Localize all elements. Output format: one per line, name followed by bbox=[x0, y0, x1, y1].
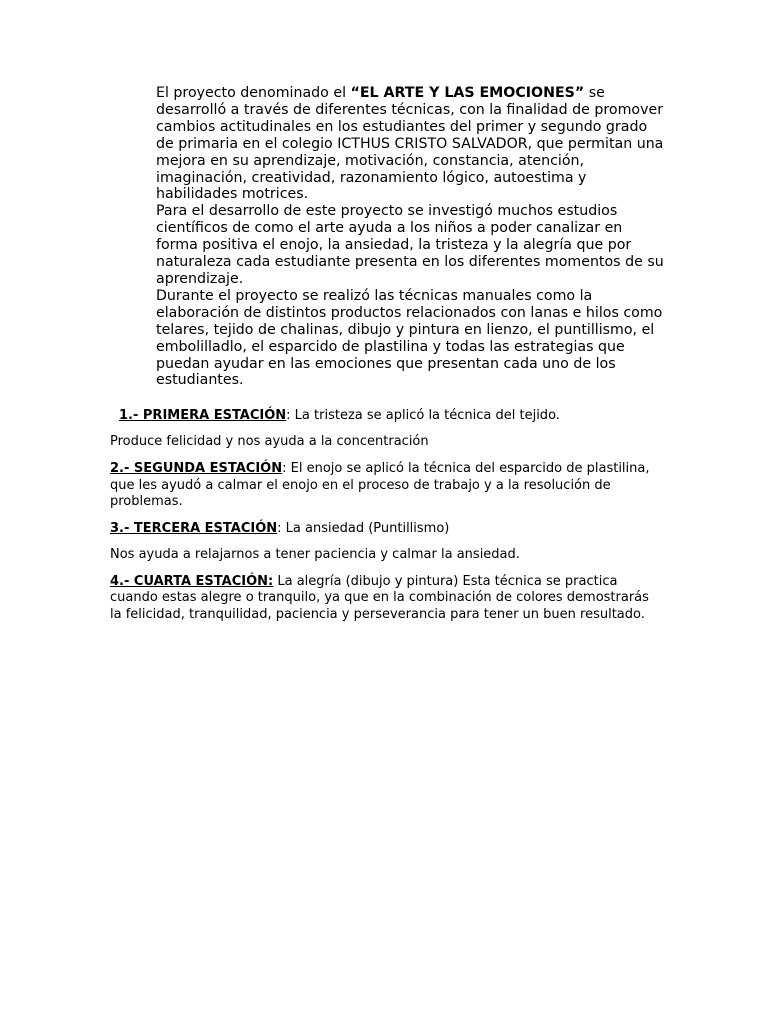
station-3-note: Nos ayuda a relajarnos a tener paciencia y calmar la ansiedad. bbox=[110, 547, 520, 563]
station-1-note: Produce felicidad y nos ayuda a la concentración bbox=[110, 434, 429, 450]
intro-paragraph-1 bbox=[156, 85, 666, 203]
station-3-text: : La ansiedad (Puntillismo) bbox=[277, 520, 450, 536]
station-4-text: La alegría (dibujo y pintura) Esta técnica se practica cuando estas alegre o tranquilo, ya que en la combinación de colores demostrarás la felicidad, tranquilidad, paciencia y perseverancia para tener un buen resultado. bbox=[110, 573, 649, 623]
station-4-heading: 4.- CUARTA ESTACIÓN: bbox=[110, 573, 274, 589]
station-2-text: : El enojo se aplicó la técnica del esparcido de plastilina, que les ayudó a calmar el enojo en el proceso de trabajo y a la resolución de problemas. bbox=[110, 460, 650, 510]
station-4 bbox=[110, 574, 650, 624]
station-3-heading: 3.- TERCERA ESTACIÓN bbox=[110, 520, 278, 536]
station-2-heading: 2.- SEGUNDA ESTACIÓN bbox=[110, 460, 283, 476]
station-1-text: : La tristeza se aplicó la técnica del tejido. bbox=[286, 408, 560, 423]
station-1-heading: 1.- PRIMERA ESTACIÓN bbox=[119, 408, 287, 423]
intro-text-prefix: El proyecto denominado el bbox=[156, 85, 351, 101]
project-title: “EL ARTE Y LAS EMOCIONES” bbox=[350, 85, 585, 101]
intro-paragraph-3: Durante el proyecto se realizó las técnicas manuales como la elaboración de distintos productos relacionados con lanas e hilos como telares, tejido de chalinas, dibujo y pintura en lienzo, el puntillismo, el embolilladlo, el esparcido de plastilina y todas las estrategias que puedan ayudar en las emociones que presentan cada uno de los estudiantes. bbox=[156, 287, 663, 389]
stations-section bbox=[110, 408, 650, 634]
station-2 bbox=[110, 461, 650, 511]
intro-section bbox=[156, 85, 666, 389]
station-1 bbox=[110, 408, 650, 425]
intro-text-suffix: se desarrolló a través de diferentes técnicas, con la finalidad de promover cambios actitudinales en los estudiantes del primer y segundo grado de primaria en el colegio ICTHUS CRISTO SALVADOR, que permitan una mejora en su aprendizaje, motivación, constancia, atención, imaginación, creatividad, razonamiento lógico, autoestima y habilidades motrices. bbox=[156, 85, 664, 203]
intro-paragraph-2: Para el desarrollo de este proyecto se investigó muchos estudios científicos de como el arte ayuda a los niños a poder canalizar en forma positiva el enojo, la ansiedad, la tristeza y la alegría que por naturaleza cada estudiante presenta en los diferentes momentos de su aprendizaje. bbox=[156, 203, 664, 287]
station-3 bbox=[110, 521, 650, 538]
